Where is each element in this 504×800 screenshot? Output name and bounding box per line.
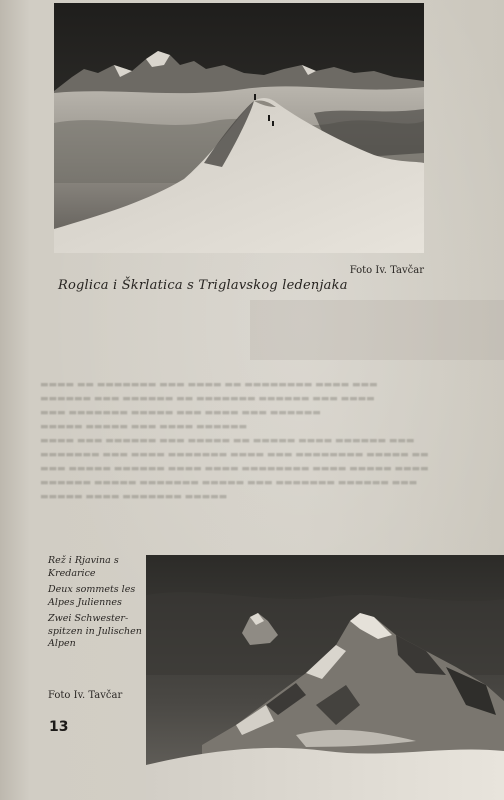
top-mountain-photo xyxy=(54,3,424,253)
top-photo-caption: Roglica i Škrlatica s Triglavskog ledenjaka xyxy=(58,278,348,293)
top-photo-credit: Foto Iv. Tavčar xyxy=(349,265,424,276)
caption-line-german: Zwei Schwester- spitzen in Julischen Alpen xyxy=(48,613,142,649)
bottom-photo-caption xyxy=(48,555,144,655)
caption-line-croatian: Rež i Rjavina s Kredarice xyxy=(48,555,119,579)
bottom-photo-credit: Foto Iv. Tavčar xyxy=(48,690,123,701)
show-through-shade xyxy=(250,300,504,360)
page-number: 13 xyxy=(49,719,69,735)
bottom-mountain-photo xyxy=(146,555,504,800)
show-through-text: ▬▬▬▬ ▬▬ ▬▬▬▬▬▬▬ ▬▬▬ ▬▬▬▬ ▬▬ ▬▬▬▬▬▬▬▬ ▬▬▬▬ ▬▬▬ ▬▬▬▬▬▬ ▬▬▬ ▬▬▬▬▬▬ ▬▬ ▬▬▬▬▬▬▬ ▬▬▬▬▬▬ ▬▬▬ ▬▬▬▬ ▬▬▬ ▬▬▬▬▬▬▬ ▬▬▬▬▬ ▬▬▬ ▬▬▬▬ ▬▬▬ ▬▬▬▬▬▬ ▬▬▬▬▬ ▬▬▬▬▬ ▬▬▬ ▬▬▬▬ ▬▬▬▬▬▬ ▬▬▬▬ ▬▬▬ ▬▬▬▬▬▬ ▬▬▬ ▬▬▬▬▬ ▬▬ ▬▬▬▬▬ ▬▬▬▬ ▬▬▬▬▬▬ ▬▬▬ ▬▬▬▬▬▬▬ ▬▬▬ ▬▬▬▬ ▬▬▬▬▬▬▬ ▬▬▬▬ ▬▬▬ ▬▬▬▬▬▬▬▬ ▬▬▬▬▬ ▬▬ ▬▬▬ ▬▬▬▬▬ ▬▬▬▬▬▬ ▬▬▬▬ ▬▬▬▬ ▬▬▬▬▬▬▬▬ ▬▬▬▬ ▬▬▬▬▬ ▬▬▬▬ ▬▬▬▬▬▬ ▬▬▬▬▬ ▬▬▬▬▬▬▬ ▬▬▬▬▬ ▬▬▬ ▬▬▬▬▬▬▬ ▬▬▬▬▬▬ ▬▬▬ ▬▬▬▬▬ ▬▬▬▬ ▬▬▬▬▬▬▬ ▬▬▬▬▬ xyxy=(40,380,429,502)
caption-line-french: Deux sommets les Alpes Juliennes xyxy=(48,584,136,608)
